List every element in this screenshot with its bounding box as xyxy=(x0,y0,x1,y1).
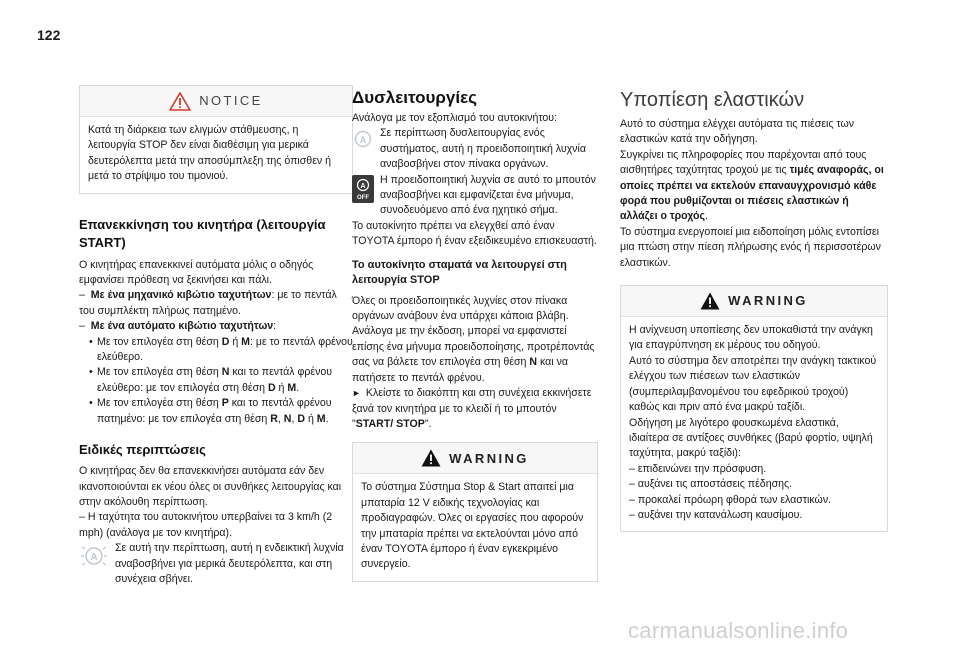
left-column xyxy=(79,85,353,587)
restart-intro: Ο κινητήρας επανεκκινεί αυτόματα μόλις ο οδηγός εμφανίσει πρόθεση να ξεκινήσει και πάλι. xyxy=(79,258,314,287)
auto-gearbox-item: – Με ένα αυτόματο κιβώτιο ταχυτήτων: xyxy=(79,320,277,333)
text: Συγκρίνει τις πληροφορίες που παρέχονται από τους αισθητήρες ταχύτητας τροχού με τις xyxy=(620,148,867,177)
auto-text: : xyxy=(273,320,277,333)
key: N xyxy=(221,366,230,379)
text: Με τον επιλογέα στη θέση xyxy=(97,397,222,410)
tyre-p1: Αυτό το σύστημα ελέγχει αυτόματα τις πιέσεις των ελαστικών κατά την οδήγηση. xyxy=(620,118,855,146)
tyre-underinflation-heading: Υποπίεση ελαστικών xyxy=(620,89,805,111)
text: τιμές αναφοράς, οι οποίες πρέπει να εκτελούν επαναυγχρονισμό κάθε φορά που ρυθμίζονται οι πιέσεις ελαστικών ή αλλάζει ο τροχός xyxy=(620,164,884,223)
warning-body xyxy=(621,316,887,531)
text: και το πεντάλ φρένου πατημένο: με τον επιλογέα στη θέση xyxy=(97,397,332,425)
warning-triangle-icon xyxy=(700,292,720,310)
warning-dash-4: – αυξάνει την κατανάλωση καυσίμου. xyxy=(629,508,803,521)
text: ". xyxy=(424,417,432,430)
key: M xyxy=(287,381,297,394)
warning-header xyxy=(621,286,887,316)
text: ή xyxy=(275,381,288,394)
warning-p2: Αυτό το σύστημα δεν αποτρέπει την ανάγκη τακτικού ελέγχου των πιέσεων των ελαστικών (συμπεριλαμβανομένου του εφεδρικού τροχού) καθώς και πριν από ένα μακρύ ταξίδι. xyxy=(629,354,877,414)
stop-mode-text xyxy=(352,294,598,386)
notice-box xyxy=(79,85,353,194)
icon2-block xyxy=(352,173,598,219)
tyre-p2 xyxy=(620,148,888,225)
key: N xyxy=(283,412,292,425)
key: D xyxy=(221,335,230,348)
icon1-block xyxy=(352,126,598,172)
svg-text:A: A xyxy=(90,552,98,564)
special-intro: Ο κινητήρας δεν θα επανεκκινήσει αυτόματα εάν δεν ικανοποιούνται εκ νέου όλες οι συνθήκες λειτουργίας και στην ακόλουθη περίπτωση. xyxy=(79,465,342,508)
stop-start-blink-icon xyxy=(79,543,109,569)
text: και να πατήσετε το πεντάλ φρένου. xyxy=(352,356,569,384)
restart-instruction xyxy=(352,386,598,432)
bullet-1 xyxy=(79,335,353,366)
key: M xyxy=(316,412,326,425)
off-label: OFF xyxy=(357,194,369,201)
warning-body xyxy=(353,473,597,580)
check-text: Το αυτοκίνητο πρέπει να ελεγχθεί από έναν TOYOTA έμπορο ή έναν εξειδικευμένο επισκευαστή. xyxy=(352,219,597,248)
warning-dash-3: – προκαλεί πρόωρη φθορά των ελαστικών. xyxy=(629,493,832,506)
text: , xyxy=(291,412,298,425)
bullet-2 xyxy=(79,365,353,396)
right-column xyxy=(620,88,888,532)
warning-header xyxy=(353,443,597,473)
special-heading: Ειδικές περιπτώσεις xyxy=(79,442,206,458)
notice-text: Κατά τη διάρκεια των ελιγμών στάθμευσης, η λειτουργία STOP δεν είναι διαθέσιμη για μερικά δευτερόλεπτα μετά την αποσύμπλεξη της όπισθεν ή μετά το στρίψιμο του τιμονιού. xyxy=(88,124,332,183)
text: . xyxy=(296,381,300,394)
warning-box-right xyxy=(620,285,888,532)
middle-column xyxy=(352,88,598,582)
text: Κλείστε το διακόπτη και στη συνέχεια εκκινήσετε ξανά τον κινητήρα με το κλειδί ή το μπουτόν " xyxy=(352,387,592,430)
manual-head: Με ένα μηχανικό κιβώτιο ταχυτήτων xyxy=(90,289,272,302)
page-number: 122 xyxy=(37,27,61,43)
text: ή xyxy=(229,335,242,348)
text: : με το πεντάλ φρένου ελεύθερο. xyxy=(97,335,353,364)
key: N xyxy=(529,356,538,369)
key: R xyxy=(270,412,278,425)
malfunctions-intro: Ανάλογα με τον εξοπλισμό του αυτοκινήτου: xyxy=(352,112,557,124)
auto-head: Με ένα αυτόματο κιβώτιο ταχυτήτων xyxy=(90,320,274,333)
text: . xyxy=(325,412,329,425)
warning-dash-1: – επιδεινώνει την πρόσφυση. xyxy=(629,462,767,475)
stop-start-warning-icon xyxy=(352,128,374,150)
warning-triangle-icon xyxy=(421,449,441,467)
text: . xyxy=(704,210,708,223)
warning-text: Το σύστημα Σύστημα Stop & Start απαιτεί μια μπαταρία 12 V ειδικής τεχνολογίας και προδιαγραφών. Όλες οι εργασίες που αφορούν την μπαταρία πρέπει να εκτελούνται μόνο από έναν TOYOTA έμπορο ή έναν εγκεκριμένο συνεργείο. xyxy=(361,481,584,571)
warning-title: WARNING xyxy=(449,450,529,466)
icon2-text: Η προειδοποιητική λυχνία σε αυτό το μπουτόν αναβοσβήνει και εμφανίζεται ένα μήνυμα, συνοδευόμενο από ένα ηχητικό σήμα. xyxy=(380,173,596,217)
special-icon-block xyxy=(79,541,353,587)
key: D xyxy=(297,412,305,425)
watermark: carmanualsonline.info xyxy=(628,618,849,643)
key: M xyxy=(241,335,250,348)
key: START/ STOP xyxy=(355,417,425,430)
warning-p3: Οδήγηση με λιγότερο φουσκωμένα ελαστικά, ιδιαίτερα σε αντίξοες συνθήκες (βαρύ φορτίο, υψηλή ταχύτητα, μακρύ ταξίδι): xyxy=(629,416,873,460)
svg-text:A: A xyxy=(359,135,367,146)
text: και το πεντάλ φρένου ελεύθερο: με τον επιλογέα στη θέση xyxy=(97,366,333,394)
warning-dash-2: – αυξάνει τις αποστάσεις πέδησης. xyxy=(629,478,793,491)
special-icon-text: Σε αυτή την περίπτωση, αυτή η ενδεικτική λυχνία αναβοσβήνει για μερικά δευτερόλεπτα, και στη συνέχεια σβήνει. xyxy=(115,542,344,585)
warning-box-middle xyxy=(352,442,598,581)
text: Με τον επιλογέα στη θέση xyxy=(97,366,222,379)
key: P xyxy=(221,397,229,410)
stop-start-off-button-icon xyxy=(352,175,374,203)
warning-title: WARNING xyxy=(728,293,808,309)
text: ή xyxy=(305,412,317,425)
svg-text:A: A xyxy=(360,182,366,190)
icon1-text: Σε περίπτωση δυσλειτουργίας ενός συστήματος, αυτή η προειδοποιητική λυχνία αναβοσβήνει στον πίνακα οργάνων. xyxy=(380,127,586,171)
notice-title: NOTICE xyxy=(199,93,263,109)
text: Με τον επιλογέα στη θέση xyxy=(97,335,222,348)
notice-header xyxy=(80,86,352,116)
special-dash: – Η ταχύτητα του αυτοκινήτου υπερβαίνει τα 3 km/h (2 mph) (ανάλογα με τον κινητήρα). xyxy=(79,511,333,539)
restart-heading: Επανεκκίνηση του κινητήρα (λειτουργία START) xyxy=(79,216,326,250)
warning-p1: Η ανίχνευση υποπίεσης δεν υποκαθιστά την ανάγκη για επαγρύπνηση εκ μέρους του οδηγού. xyxy=(629,324,873,352)
text: Όλες οι προειδοποιητικές λυχνίες στον πίνακα οργάνων ανάβουν ένα υπάρχει κάποια βλάβη. Ανάλογα με την έκδοση, μπορεί να εμφανιστεί επίσης ένα μήνυμα προειδοποίησης, προτρέποντάς σας να βάλετε τον επιλογέα στη θέση xyxy=(352,294,595,369)
tyre-p3: Το σύστημα ενεργοποιεί μια ειδοποίηση μόλις εντοπίσει μια πτώση στην πίεση πλήρωσης ενός ή περισσοτέρων ελαστικών. xyxy=(620,225,881,269)
manual-gearbox-item: – Με ένα μηχανικό κιβώτιο ταχυτήτων: με το πεντάλ του συμπλέκτη πλήρως πατημένο. xyxy=(79,289,337,317)
text: , xyxy=(277,412,284,425)
notice-body xyxy=(80,116,352,193)
stop-mode-heading: Το αυτοκίνητο σταματά να λειτουργεί στη λειτουργία STOP xyxy=(352,258,567,286)
key: D xyxy=(267,381,276,394)
malfunctions-heading: Δυσλειτουργίες xyxy=(352,88,477,107)
bullet-3 xyxy=(79,396,353,427)
manual-text: : με το πεντάλ του συμπλέκτη πλήρως πατημένο. xyxy=(79,289,337,317)
warning-triangle-icon xyxy=(169,92,191,111)
